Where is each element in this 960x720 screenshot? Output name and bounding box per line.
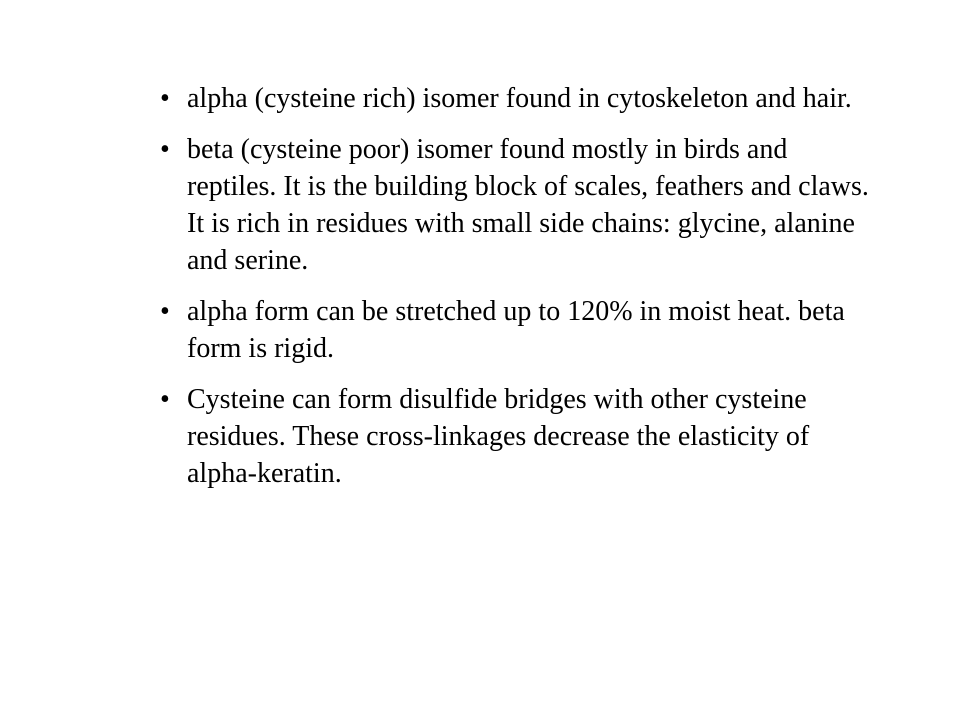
bullet-list: [160, 80, 880, 506]
bullet-item-disulfide: [160, 381, 880, 492]
bullet-item-beta-isomer: [160, 131, 880, 279]
bullet-text: alpha form can be stretched up to 120% in moist heat. beta form is rigid.: [187, 296, 845, 364]
bullet-marker: •: [160, 134, 170, 165]
bullet-marker: •: [160, 296, 170, 327]
bullet-marker: •: [160, 384, 170, 415]
bullet-text: alpha (cysteine rich) isomer found in cytoskeleton and hair.: [187, 83, 852, 114]
bullet-text: Cysteine can form disulfide bridges with other cysteine residues. These cross-linkages decrease the elasticity of alpha-keratin.: [187, 384, 810, 489]
bullet-item-alpha-isomer: [160, 80, 880, 117]
bullet-item-stretch: [160, 293, 880, 367]
bullet-text: beta (cysteine poor) isomer found mostly in birds and reptiles. It is the building block of scales, feathers and claws. It is rich in residues with small side chains: glycine, alanine and serine.: [187, 134, 869, 276]
bullet-marker: •: [160, 83, 170, 114]
